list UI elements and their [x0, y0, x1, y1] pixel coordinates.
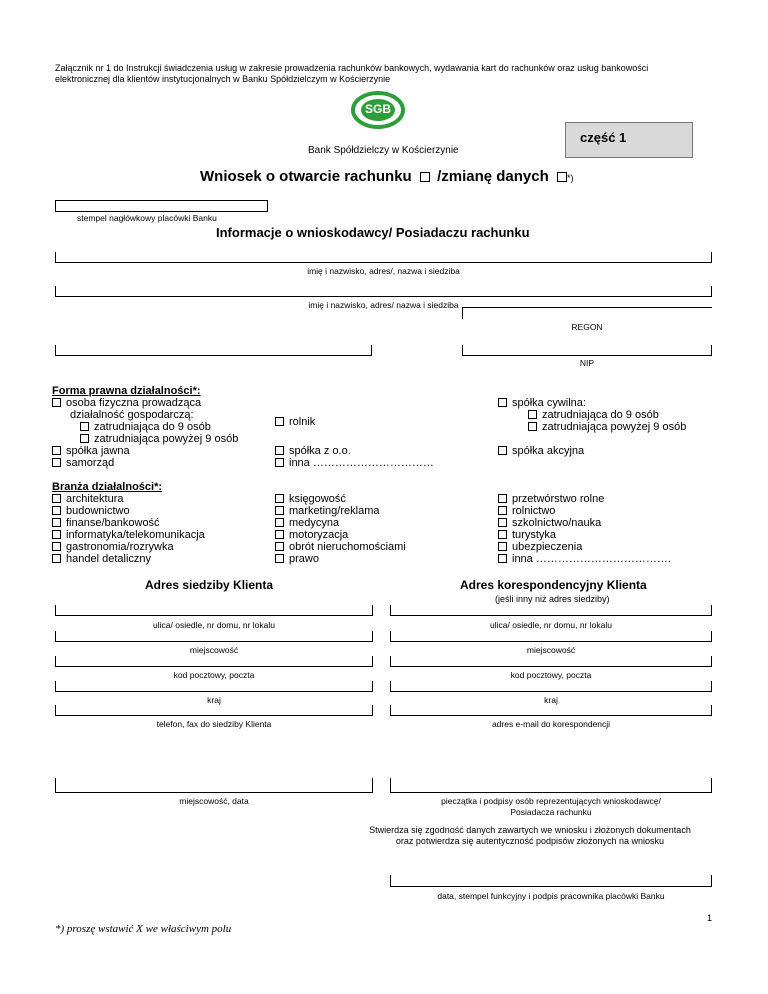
option-farmer[interactable]: rolnik	[275, 416, 315, 428]
correspondence-email-field[interactable]	[390, 705, 712, 716]
llc-checkbox[interactable]	[275, 446, 284, 455]
industry-option[interactable]: przetwórstwo rolne	[498, 493, 604, 505]
annex-text	[55, 63, 715, 85]
industry-option[interactable]: turystyka	[498, 529, 556, 541]
industry-checkbox[interactable]	[52, 542, 61, 551]
name-address-field-2[interactable]	[55, 286, 712, 297]
registered-street-field[interactable]	[55, 605, 373, 616]
correspondence-street-field[interactable]	[390, 605, 712, 616]
correspondence-country-field[interactable]	[390, 681, 712, 692]
option-civil-up-to-9[interactable]: zatrudniająca do 9 osób	[528, 409, 659, 421]
option-civil-partnership[interactable]: spółka cywilna:	[498, 397, 586, 409]
change-data-checkbox[interactable]	[557, 172, 567, 182]
annex-line-2: elektronicznej dla klientów instytucjonalnych w Banku Spółdzielczym w Kościerzynie	[55, 74, 391, 84]
confirmation-text: Stwierdza się zgodność danych zawartych we wniosku i złożonych dokumentach oraz potwierdza się autentyczność podpisów złożonych na wniosku	[369, 825, 691, 846]
registered-address-heading: Adres siedziby Klienta	[145, 578, 274, 592]
option-individual[interactable]: osoba fizyczna prowadząca	[52, 397, 201, 409]
stamp-label: stempel nagłówkowy placówki Banku	[77, 213, 217, 223]
regon-label: REGON	[571, 322, 603, 332]
legal-form-heading: Forma prawna działalności*:	[52, 385, 201, 397]
nip-field-left[interactable]	[55, 345, 372, 356]
regon-field[interactable]	[462, 307, 712, 319]
title-change-data: /zmianę danych	[437, 168, 549, 185]
local-gov-checkbox[interactable]	[52, 458, 61, 467]
page-number: 1	[707, 913, 713, 923]
registered-phone-label: telefon, fax do siedziby Klienta	[156, 719, 272, 729]
industry-option[interactable]: szkolnictwo/nauka	[498, 517, 601, 529]
correspondence-postcode-label: kod pocztowy, poczta	[510, 670, 592, 680]
sgb-logo	[350, 90, 406, 130]
logo-text: SGB	[364, 102, 391, 116]
industry-checkbox[interactable]	[498, 518, 507, 527]
industry-checkbox[interactable]	[52, 554, 61, 563]
part-label: część 1	[580, 130, 627, 145]
place-date-label: miejscowość, data	[179, 796, 249, 806]
industry-checkbox[interactable]	[52, 518, 61, 527]
correspondence-street-label: ulica/ osiedle, nr domu, nr lokalu	[490, 620, 612, 630]
industry-checkbox[interactable]	[52, 506, 61, 515]
option-legal-other[interactable]: inna ……………………………	[275, 457, 434, 469]
title-open-account: Wniosek o otwarcie rachunku	[200, 168, 412, 185]
registered-phone-field[interactable]	[55, 705, 373, 716]
correspondence-postcode-field[interactable]	[390, 656, 712, 667]
industry-option[interactable]: gastronomia/rozrywka	[52, 541, 174, 553]
registered-country-label: kraj	[207, 695, 221, 705]
industry-option[interactable]: motoryzacja	[275, 529, 348, 541]
industry-checkbox[interactable]	[498, 530, 507, 539]
industry-option[interactable]: inna ……………………………….	[498, 553, 671, 565]
farmer-checkbox[interactable]	[275, 417, 284, 426]
option-joint-stock[interactable]: spółka akcyjna	[498, 445, 584, 457]
name-address-label-2: imię i nazwisko, adres/ nazwa i siedziba	[308, 300, 459, 310]
correspondence-note: (jeśli inny niż adres siedziby)	[495, 594, 610, 604]
correspondence-city-label: miejscowość	[526, 645, 576, 655]
name-address-label-1: imię i nazwisko, adres/, nazwa i siedziba	[307, 266, 460, 276]
industry-checkbox[interactable]	[52, 530, 61, 539]
industry-checkbox[interactable]	[275, 518, 284, 527]
employee-signature-field[interactable]	[390, 875, 712, 887]
industry-option[interactable]: architektura	[52, 493, 123, 505]
industry-checkbox[interactable]	[275, 554, 284, 563]
registered-city-label: miejscowość	[189, 645, 239, 655]
industry-checkbox[interactable]	[275, 506, 284, 515]
registered-postcode-field[interactable]	[55, 656, 373, 667]
industry-checkbox[interactable]	[275, 542, 284, 551]
industry-option[interactable]: księgowość	[275, 493, 346, 505]
footnote: *) proszę wstawić X we właściwym polu	[55, 923, 232, 935]
industry-checkbox[interactable]	[275, 494, 284, 503]
industry-option[interactable]: ubezpieczenia	[498, 541, 582, 553]
civil-up-to-9-checkbox[interactable]	[528, 410, 537, 419]
correspondence-country-label: kraj	[544, 695, 558, 705]
employee-signature-label: data, stempel funkcyjny i podpis pracownika placówki Banku	[437, 891, 665, 901]
industry-option[interactable]: medycyna	[275, 517, 339, 529]
correspondence-email-label: adres e-mail do korespondencji	[491, 719, 611, 729]
industry-option[interactable]: informatyka/telekomunikacja	[52, 529, 205, 541]
industry-heading: Branża działalności*:	[52, 481, 163, 493]
nip-field[interactable]	[462, 345, 712, 356]
nip-label: NIP	[579, 358, 595, 368]
industry-option[interactable]: budownictwo	[52, 505, 130, 517]
industry-option[interactable]: prawo	[275, 553, 319, 565]
industry-checkbox[interactable]	[52, 494, 61, 503]
industry-option[interactable]: handel detaliczny	[52, 553, 151, 565]
part-box	[565, 122, 693, 158]
place-date-field[interactable]	[55, 778, 373, 793]
civil-partnership-checkbox[interactable]	[498, 398, 507, 407]
option-llc[interactable]: spółka z o.o.	[275, 445, 351, 457]
name-address-field-1[interactable]	[55, 252, 712, 263]
representatives-signature-field[interactable]	[390, 778, 712, 793]
joint-stock-checkbox[interactable]	[498, 446, 507, 455]
registered-country-field[interactable]	[55, 681, 373, 692]
individual-line-2: działalność gospodarczą:	[70, 409, 194, 421]
industry-option[interactable]: finanse/bankowość	[52, 517, 160, 529]
option-individual-over-9[interactable]: zatrudniająca powyżej 9 osób	[80, 433, 238, 445]
option-local-gov[interactable]: samorząd	[52, 457, 114, 469]
annex-line-1: Załącznik nr 1 do Instrukcji świadczenia usług w zakresie prowadzenia rachunków bankowych, wydawania kart do rachunków oraz usług bankowości	[55, 63, 649, 73]
individual-checkbox[interactable]	[52, 398, 61, 407]
industry-checkbox[interactable]	[498, 554, 507, 563]
representatives-signature-label: pieczątka i podpisy osób reprezentujących wnioskodawcę/ Posiadacza rachunku	[441, 796, 661, 817]
general-partnership-checkbox[interactable]	[52, 446, 61, 455]
option-general-partnership[interactable]: spółka jawna	[52, 445, 130, 457]
correspondence-city-field[interactable]	[390, 631, 712, 642]
option-individual-up-to-9[interactable]: zatrudniająca do 9 osób	[80, 421, 211, 433]
industry-checkbox[interactable]	[498, 542, 507, 551]
industry-option[interactable]: marketing/reklama	[275, 505, 379, 517]
industry-option[interactable]: rolnictwo	[498, 505, 555, 517]
registered-postcode-label: kod pocztowy, poczta	[173, 670, 255, 680]
industry-option[interactable]: obrót nieruchomościami	[275, 541, 406, 553]
registered-street-label: ulica/ osiedle, nr domu, nr lokalu	[153, 620, 275, 630]
stamp-divider	[55, 211, 268, 212]
industry-checkbox[interactable]	[275, 530, 284, 539]
bank-name: Bank Spółdzielczy w Kościerzynie	[308, 145, 459, 156]
option-civil-over-9[interactable]: zatrudniająca powyżej 9 osób	[528, 421, 686, 433]
registered-city-field[interactable]	[55, 631, 373, 642]
civil-over-9-checkbox[interactable]	[528, 422, 537, 431]
industry-checkbox[interactable]	[498, 494, 507, 503]
section-info-heading: Informacje o wnioskodawcy/ Posiadaczu rachunku	[216, 225, 530, 240]
individual-up-to-9-checkbox[interactable]	[80, 422, 89, 431]
individual-over-9-checkbox[interactable]	[80, 434, 89, 443]
correspondence-address-heading: Adres korespondencyjny Klienta	[460, 578, 647, 592]
legal-other-checkbox[interactable]	[275, 458, 284, 467]
form-title	[200, 168, 573, 185]
industry-checkbox[interactable]	[498, 506, 507, 515]
title-footnote-mark: *)	[566, 173, 574, 183]
open-account-checkbox[interactable]	[420, 172, 430, 182]
